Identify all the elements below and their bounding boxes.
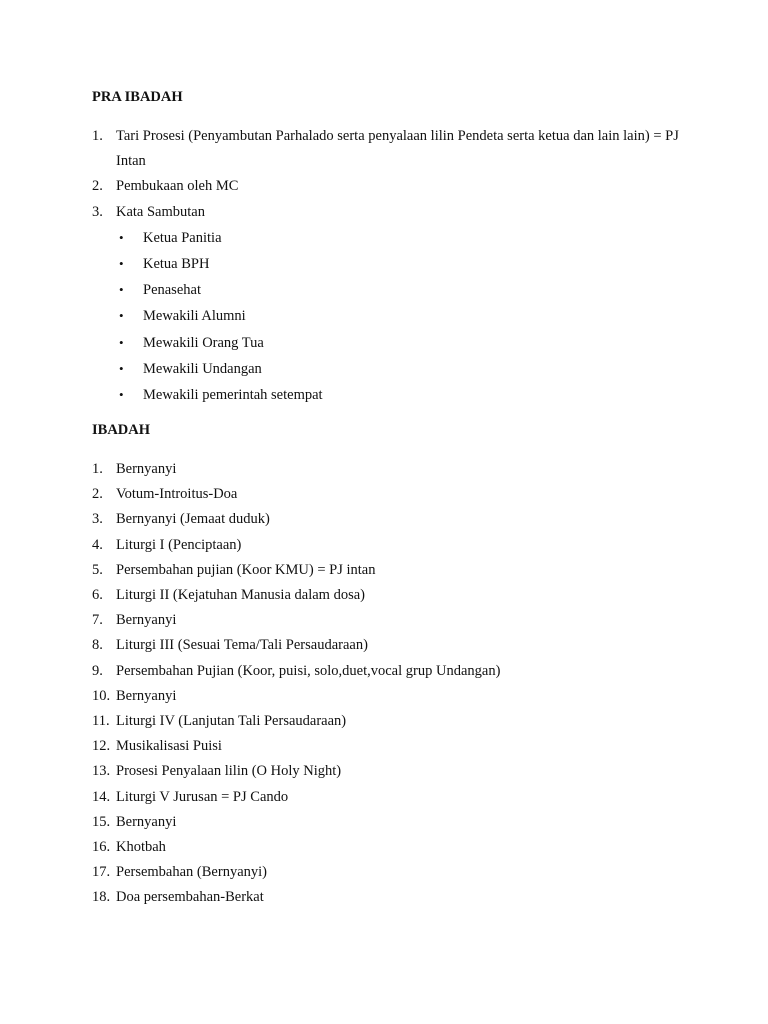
ibadah-heading: IBADAH: [92, 422, 151, 438]
item-number: 6.: [92, 587, 103, 604]
bullet-item: [92, 356, 692, 382]
bullet-item: [92, 330, 692, 356]
bullet-item: [92, 382, 692, 408]
list-item: [92, 583, 692, 608]
list-item: [92, 810, 692, 835]
bullet-icon: •: [119, 229, 124, 245]
item-number: 8.: [92, 637, 103, 654]
item-text: Pembukaan oleh MC: [116, 178, 239, 195]
item-number: 1.: [92, 128, 103, 144]
sambutan-sublist-container: [92, 225, 692, 408]
item-number: 15.: [92, 813, 111, 830]
bullet-icon: •: [119, 256, 124, 272]
item-number: 9.: [92, 662, 103, 679]
bullet-text: Ketua BPH: [143, 256, 210, 273]
list-item: [92, 200, 692, 225]
list-item: [92, 507, 692, 532]
item-number: 13.: [92, 763, 111, 780]
list-item: [92, 785, 692, 810]
item-text: Votum-Introitus-Doa: [116, 486, 238, 503]
list-item: [92, 174, 692, 199]
list-item: [92, 860, 692, 885]
item-number: 12.: [92, 738, 111, 755]
item-text: Tari Prosesi (Penyambutan Parhalado serta penyalaan lilin Pendeta serta ketua dan lain lain) = PJ Intan: [116, 128, 679, 170]
bullet-icon: •: [119, 387, 124, 403]
item-text: Liturgi II (Kejatuhan Manusia dalam dosa): [116, 587, 365, 604]
bullet-icon: •: [119, 308, 124, 324]
list-item: [92, 558, 692, 583]
list-item: [92, 633, 692, 658]
item-text: Doa persembahan-Berkat: [116, 889, 264, 906]
list-item: [92, 482, 692, 507]
item-number: 2.: [92, 178, 103, 195]
item-number: 5.: [92, 561, 103, 578]
bullet-item: [92, 225, 692, 251]
item-number: 16.: [92, 839, 111, 856]
list-item: [92, 709, 692, 734]
item-number: 10.: [92, 687, 111, 704]
item-text: Bernyanyi (Jemaat duduk): [116, 511, 270, 528]
item-number: 2.: [92, 486, 103, 503]
item-text: Bernyanyi: [116, 612, 177, 629]
sambutan-sublist: [92, 225, 692, 408]
item-number: 18.: [92, 889, 111, 906]
item-number: 3.: [92, 511, 103, 528]
bullet-text: Penasehat: [143, 282, 201, 299]
item-text: Liturgi III (Sesuai Tema/Tali Persaudaraan): [116, 637, 368, 654]
bullet-icon: •: [119, 282, 124, 298]
list-item: [92, 608, 692, 633]
list-item: [92, 457, 692, 482]
bullet-item: [92, 251, 692, 277]
bullet-item: [92, 303, 692, 329]
list-item: [92, 533, 692, 558]
item-text: Persembahan pujian (Koor KMU) = PJ intan: [116, 561, 376, 578]
item-text: Liturgi I (Penciptaan): [116, 536, 242, 553]
item-text: Persembahan (Bernyanyi): [116, 864, 267, 881]
list-item: [92, 835, 692, 860]
list-item: [92, 885, 692, 910]
bullet-item: [92, 277, 692, 303]
item-text: Musikalisasi Puisi: [116, 738, 222, 755]
item-text: Bernyanyi: [116, 813, 177, 830]
list-item: [92, 124, 692, 174]
item-number: 1.: [92, 461, 103, 477]
item-number: 4.: [92, 536, 103, 553]
item-text: Liturgi IV (Lanjutan Tali Persaudaraan): [116, 713, 347, 730]
item-text: Bernyanyi: [116, 461, 177, 477]
item-text: Prosesi Penyalaan lilin (O Holy Night): [116, 763, 342, 780]
bullet-icon: •: [119, 334, 124, 350]
list-item: [92, 684, 692, 709]
item-number: 14.: [92, 788, 111, 805]
bullet-text: Mewakili Alumni: [143, 308, 246, 325]
item-text: Bernyanyi: [116, 687, 177, 704]
item-number: 11.: [92, 713, 110, 730]
bullet-text: Mewakili Undangan: [143, 360, 262, 377]
bullet-icon: •: [119, 360, 124, 376]
item-text: Khotbah: [116, 839, 166, 856]
list-item: [92, 734, 692, 759]
bullet-text: Mewakili Orang Tua: [143, 334, 264, 351]
pra-ibadah-list: [92, 124, 692, 408]
bullet-text: Mewakili pemerintah setempat: [143, 387, 323, 404]
ibadah-list: [92, 457, 692, 911]
pra-ibadah-heading: PRA IBADAH: [92, 89, 183, 105]
item-text: Liturgi V Jurusan = PJ Cando: [116, 788, 289, 805]
item-number: 17.: [92, 864, 111, 881]
item-number: 7.: [92, 612, 103, 629]
item-text: Persembahan Pujian (Koor, puisi, solo,duet,vocal grup Undangan): [116, 662, 501, 679]
bullet-text: Ketua Panitia: [143, 229, 222, 246]
list-item: [92, 659, 692, 684]
list-item: [92, 759, 692, 784]
item-text: Kata Sambutan: [116, 203, 205, 220]
item-number: 3.: [92, 203, 103, 220]
